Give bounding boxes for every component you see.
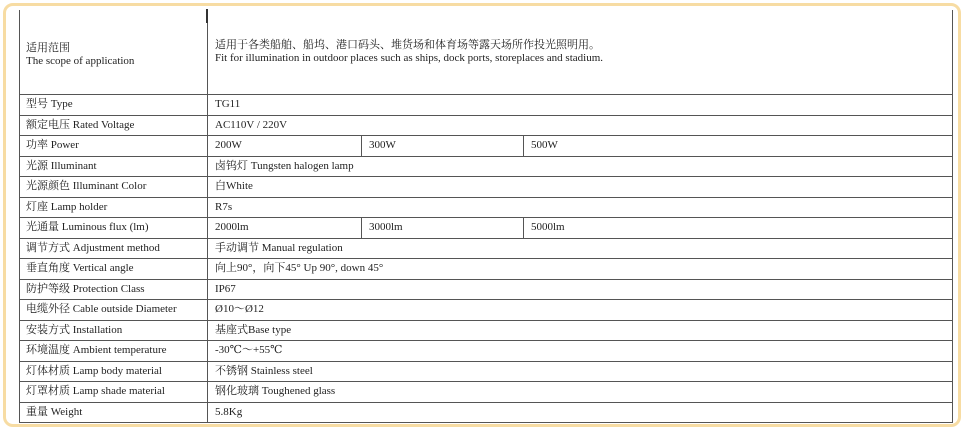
spec-table-body (20, 10, 953, 423)
spec-row-label: 额定电压 Rated Voltage (20, 115, 208, 136)
application-label-cn: 适用范围 (26, 42, 70, 54)
spec-row-label: 光源颜色 Illuminant Color (20, 177, 208, 198)
header-divider-mark (206, 9, 208, 23)
spec-row (20, 136, 953, 157)
spec-row-label: 光通量 Luminous flux (lm) (20, 218, 208, 239)
spec-row (20, 361, 953, 382)
spec-row (20, 177, 953, 198)
spec-row (20, 218, 953, 239)
spec-row-value: 5000lm (524, 218, 953, 239)
spec-row-label: 灯座 Lamp holder (20, 197, 208, 218)
spec-row-value: 卤钨灯 Tungsten halogen lamp (208, 156, 953, 177)
spec-row-label: 安装方式 Installation (20, 320, 208, 341)
spec-row (20, 259, 953, 280)
application-label-cell (20, 10, 208, 95)
spec-row (20, 197, 953, 218)
application-value-en: Fit for illumination in outdoor places such as ships, dock ports, storeplaces and stadium. (215, 52, 603, 64)
spec-row-value: 5.8Kg (208, 402, 953, 423)
spec-row-label: 环境温度 Ambient temperature (20, 341, 208, 362)
spec-row-value: TG11 (208, 95, 953, 116)
spec-row-value: 3000lm (362, 218, 524, 239)
application-row (20, 10, 953, 95)
spec-row-value: 500W (524, 136, 953, 157)
spec-row (20, 95, 953, 116)
spec-row-value: 300W (362, 136, 524, 157)
spec-row (20, 238, 953, 259)
spec-row-label: 调节方式 Adjustment method (20, 238, 208, 259)
spec-row-value: 向上90°，向下45° Up 90°, down 45° (208, 259, 953, 280)
spec-row (20, 320, 953, 341)
spec-row-label: 功率 Power (20, 136, 208, 157)
spec-row-value: 不锈钢 Stainless steel (208, 361, 953, 382)
spec-row-value: AC110V / 220V (208, 115, 953, 136)
spec-row-label: 灯罩材质 Lamp shade material (20, 382, 208, 403)
spec-row-value: R7s (208, 197, 953, 218)
spec-row-label: 防护等级 Protection Class (20, 279, 208, 300)
spec-row (20, 341, 953, 362)
application-value-cell (208, 10, 953, 95)
spec-row (20, 402, 953, 423)
spec-row-label: 灯体材质 Lamp body material (20, 361, 208, 382)
application-value-cn: 适用于各类船舶、船坞、港口码头、堆货场和体育场等露天场所作投光照明用。 (215, 39, 600, 51)
spec-row (20, 382, 953, 403)
spec-row-value: 手动调节 Manual regulation (208, 238, 953, 259)
spec-row-label: 重量 Weight (20, 402, 208, 423)
spec-row-value: 白White (208, 177, 953, 198)
spec-row-value: 2000lm (208, 218, 362, 239)
application-label-en: The scope of application (26, 55, 135, 67)
spec-table (19, 10, 953, 423)
spec-row-value: IP67 (208, 279, 953, 300)
spec-row (20, 156, 953, 177)
spec-row-value: 基座式Base type (208, 320, 953, 341)
spec-row-value: 钢化玻璃 Toughened glass (208, 382, 953, 403)
spec-row-label: 型号 Type (20, 95, 208, 116)
spec-row (20, 279, 953, 300)
spec-row-value: Ø10～Ø12 (208, 300, 953, 321)
spec-row-label: 垂直角度 Vertical angle (20, 259, 208, 280)
spec-row (20, 300, 953, 321)
spec-row-label: 电缆外径 Cable outside Diameter (20, 300, 208, 321)
spec-row-label: 光源 Illuminant (20, 156, 208, 177)
spec-row-value: -30℃～+55℃ (208, 341, 953, 362)
spec-row (20, 115, 953, 136)
spec-row-value: 200W (208, 136, 362, 157)
